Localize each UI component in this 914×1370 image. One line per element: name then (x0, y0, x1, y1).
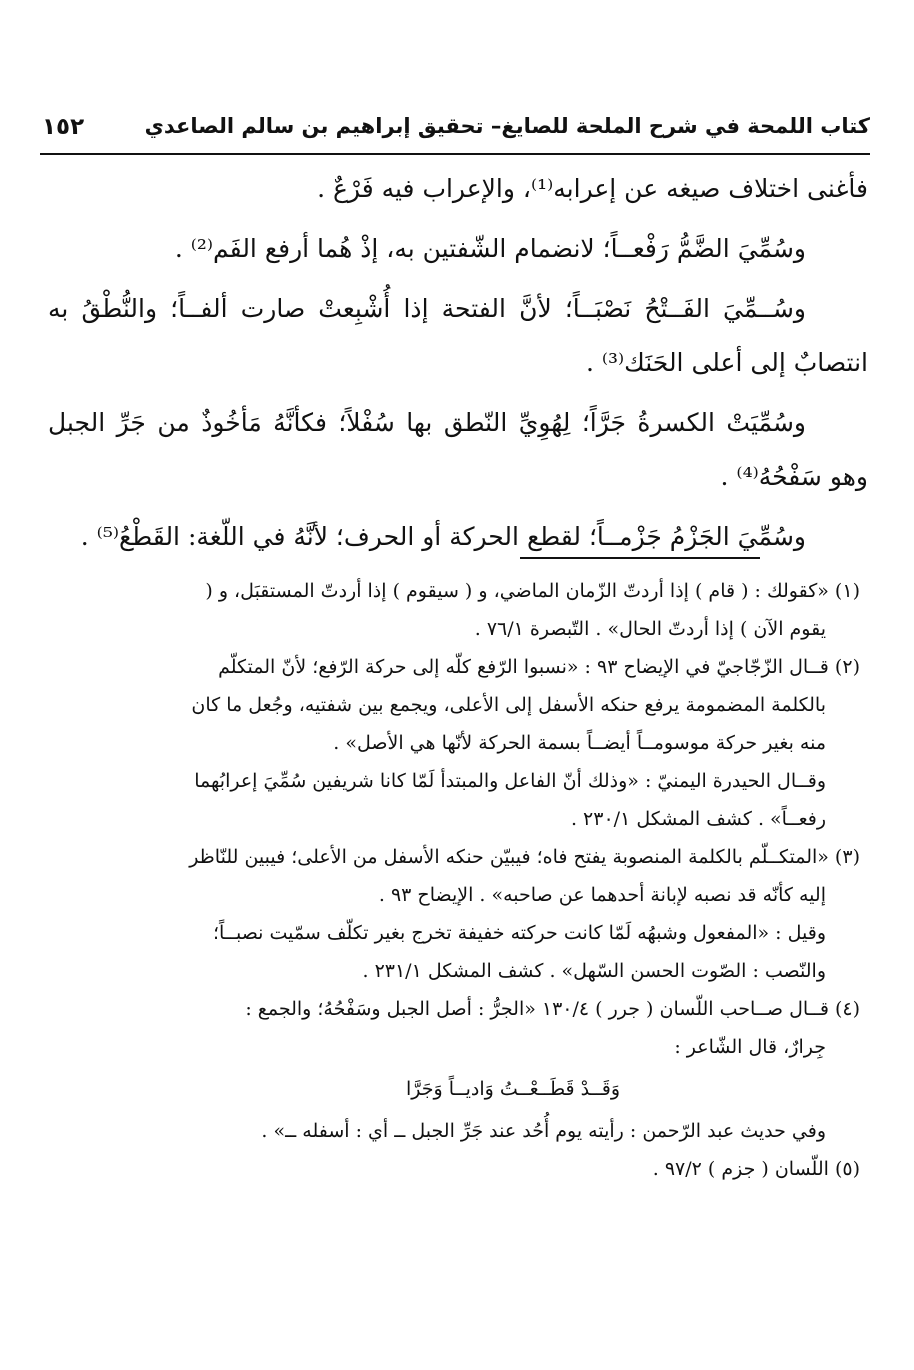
footnote-line: رفعــاً» . كشف المشكل ٢٣٠/١ . (570, 808, 826, 830)
footnote-line: وقــال الحيدرة اليمنيّ : «وذلك أنّ الفاعل والمبتدأ لَمّا كانا شريفين سُمِّيَ إعرابُهما (194, 770, 826, 792)
footnote-line: (٥) اللّسان ( جزم ) ٩٧/٢ . (652, 1158, 860, 1180)
page-number: ١٥٢ (42, 114, 85, 140)
footnote-line: (٣) «المتكــلّم بالكلمة المنصوبة يفتح فاه؛ فيبيّن حنكه الأسفل من الأعلى؛ فيبين للنّاظر (189, 846, 860, 868)
paragraph: وسُــمِّيَ الفَــتْحُ نَصْبَــاً؛ لأنَّ الفتحة إذا أُشْبِعتْ صارت ألفــاً؛ والنُّطْقُ به انتصابٌ إلى أعلى الحَنَك⁽³⁾ . (48, 294, 868, 377)
footnote-line: جِرارٌ، قال الشّاعر : (674, 1036, 826, 1058)
poetry-verse: وَقَــدْ قَطَــعْــتُ وَاديــاً وَجَرَّا (405, 1078, 621, 1100)
footnote-line: بالكلمة المضمومة يرفع حنكه الأسفل إلى الأعلى، ويجمع بين شفتيه، وجُعل ما كان (191, 694, 826, 716)
page-header (40, 110, 870, 154)
running-title: كتاب اللمحة في شرح الملحة للصايغ– تحقيق إبراهيم بن سالم الصاعدي (144, 114, 870, 138)
paragraph: وسُمِّيَتْ الكسرةُ جَرَّاً؛ لِهُوِيِّ النّطق بها سُفْلاً؛ فكأنَّهُ مَأخُوذٌ من جَرِّ الجبل وهو سَفْحُهُ⁽⁴⁾ . (48, 408, 868, 491)
footnote-line: (١) «كقولك : ( قام ) إذا أردتّ الزّمان الماضي، و ( سيقوم ) إذا أردتّ المستقبَل، و ( (205, 580, 860, 602)
paragraph: وسُمِّيَ الضَّمُّ رَفْعــاً؛ لانضمام الشّفتين به، إذْ هُما أرفع الفَم⁽²⁾ . (174, 234, 806, 263)
main-text (48, 162, 868, 570)
footnote-separator (520, 557, 760, 559)
footnote-line: (٤) قــال صــاحب اللّسان ( جرر ) ١٣٠/٤ «الجرُّ : أصل الجبل وسَفْحُهُ؛ والجمع : (245, 998, 860, 1020)
paragraph: فأغنى اختلاف صيغه عن إعرابه⁽¹⁾، والإعراب فيه فَرْعٌ . (317, 174, 868, 203)
footnote-line: (٢) قــال الزّجّاجيّ في الإيضاح ٩٣ : «نسبوا الرّفع كلّه إلى حركة الرّفع؛ لأنّ المتكلّم (218, 656, 860, 678)
header-rule (40, 153, 870, 155)
footnote-line: منه بغير حركة موسومــاً أيضــاً بسمة الحركة لأنّها هي الأصل» . (333, 732, 826, 754)
footnote-line: يقوم الآن ) إذا أردتّ الحال» . التّبصرة ٧٦/١ . (474, 618, 826, 640)
footnote-line: إليه كأنّه قد نصبه لإبانة أحدهما عن صاحبه» . الإيضاح ٩٣ . (378, 884, 826, 906)
footnote-line: وقيل : «المفعول وشبهُه لَمّا كانت حركته خفيفة تخرج بغير تكلّف سمّيت نصبــاً؛ (213, 922, 826, 944)
footnote-line: وفي حديث عبد الرّحمن : رأيته يوم أُحُد عند جَرِّ الجبل ــ أي : أسفله ــ» . (261, 1120, 826, 1142)
paragraph: وسُمِّيَ الجَزْمُ جَزْمــاً؛ لقطع الحركة أو الحرف؛ لأنَّهُ في اللّغة: القَطْعُ⁽⁵⁾ . (80, 522, 806, 551)
footnotes (46, 572, 860, 1188)
footnote-line: والنّصب : الصّوت الحسن السّهل» . كشف المشكل ٢٣١/١ . (362, 960, 826, 982)
